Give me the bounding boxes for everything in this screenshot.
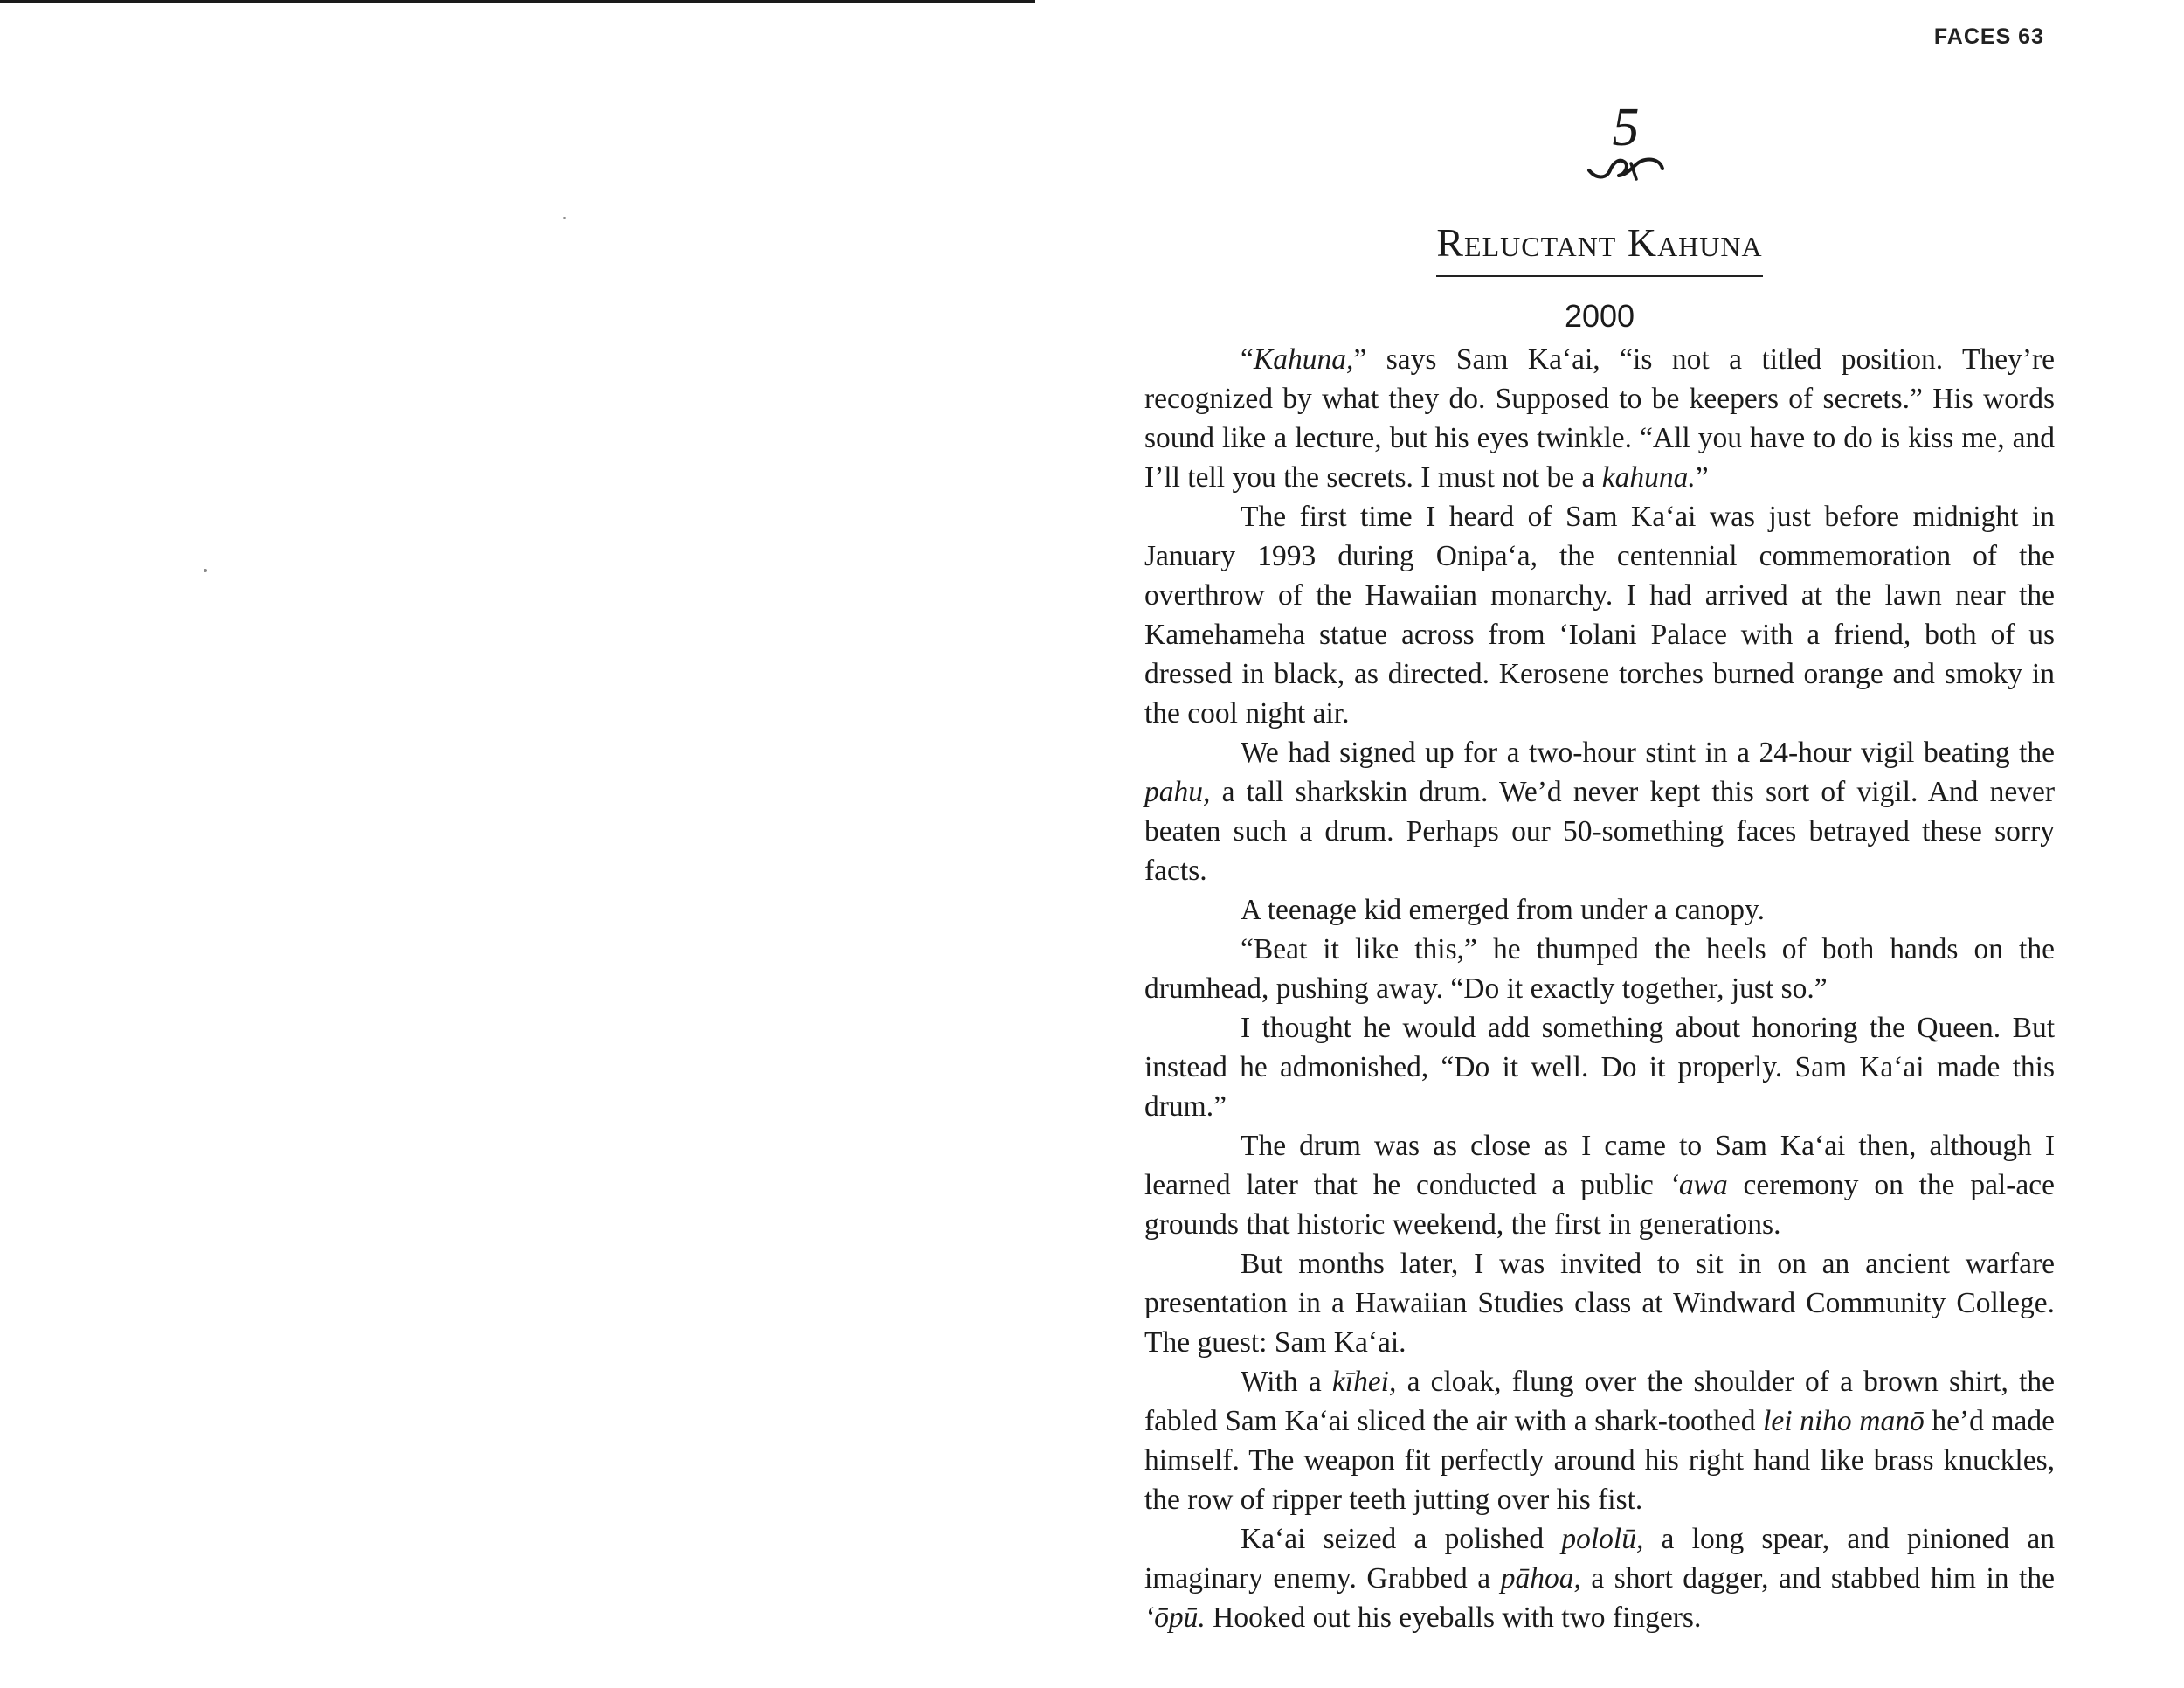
body-paragraph — [1144, 1244, 2055, 1362]
text-run: he’d made himself. The weapon fit perfectly around his right hand like brass knuckles, the row of ripper teeth jutting over his fist. — [1144, 1405, 2055, 1516]
text-run: The drum was as close as I came to Sam Ka‘ai then, although I learned later that he conducted a public — [1144, 1130, 2055, 1201]
italic-term: pololū, — [1561, 1523, 1644, 1555]
body-paragraph — [1144, 1008, 2055, 1126]
body-paragraph — [1144, 930, 2055, 1008]
text-run: “ — [1241, 343, 1254, 376]
body-paragraph — [1144, 1126, 2055, 1244]
chapter-title-text: Reluctant Kahuna — [1436, 223, 1762, 277]
swirl-ornament-icon — [1584, 153, 1668, 183]
italic-term: lei niho manō — [1763, 1405, 1925, 1437]
italic-term: kīhei, — [1331, 1366, 1397, 1398]
text-run: ” — [1695, 461, 1709, 494]
text-run: A teenage kid emerged from under a canopy. — [1241, 894, 1765, 926]
chapter-title — [1144, 220, 2055, 277]
italic-term: pahu, — [1144, 776, 1211, 808]
text-run: “Beat it like this,” he thumped the heels of both hands on the drumhead, pushing away. “Do it exactly together, just so.” — [1144, 933, 2055, 1005]
body-paragraph — [1144, 733, 2055, 890]
text-run: Hooked out his eyeballs with two fingers. — [1205, 1602, 1702, 1634]
text-run: The first time I heard of Sam Ka‘ai was just before midnight in January 1993 during Onipa‘a, the centennial commemoration of the overthrow of the Hawaiian monarchy. I had arrived at the lawn near the Kamehameha statue across from ‘Iolani Palace with a friend, both of us dressed in black, as directed. Kerosene torches burned orange and smoky in the cool night air. — [1144, 501, 2055, 730]
text-run: I thought he would add something about honoring the Queen. But instead he admonished, “Do it well. Do it properly. Sam Ka‘ai made this drum.” — [1144, 1012, 2055, 1123]
text-run: We had signed up for a two-hour stint in a 24-hour vigil beating the — [1241, 737, 2055, 769]
scan-speck — [563, 217, 566, 219]
text-run: a tall sharkskin drum. We’d never kept this sort of vigil. And never beaten such a drum. Perhaps our 50-something faces betrayed these sorry facts. — [1144, 776, 2055, 887]
body-paragraph — [1144, 1362, 2055, 1519]
scan-speck — [204, 569, 207, 572]
body-text — [1144, 340, 2055, 1637]
body-paragraph — [1144, 497, 2055, 733]
body-paragraph — [1144, 340, 2055, 497]
running-head: FACES 63 — [1933, 24, 2044, 49]
text-run: ” says Sam Ka‘ai, “is not a titled position. They’re recognized by what they do. Supposed to be keepers of secrets.” His words sound like a lecture, but his eyes twinkle. “All you have to do is kiss me, and I’ll tell you the secrets. I must not be a — [1144, 343, 2055, 494]
text-run: With a — [1241, 1366, 1332, 1398]
body-paragraph — [1144, 890, 2055, 930]
text-run: a cloak, flung over the shoulder of a brown shirt, the fabled Sam Ka‘ai sliced the air with a shark-toothed — [1144, 1366, 2055, 1437]
chapter-number: 5 — [1612, 98, 1640, 157]
text-run: Ka‘ai seized a polished — [1241, 1523, 1562, 1555]
body-paragraph — [1144, 1519, 2055, 1637]
text-run: a short dagger, and stabbed him in the — [1580, 1562, 2055, 1595]
italic-term: Kahuna, — [1253, 343, 1354, 376]
italic-term: ‘ōpū. — [1144, 1602, 1206, 1634]
text-run: But months later, I was invited to sit in on an ancient warfare presentation in a Hawaiian Studies class at Windward Community College. The guest: Sam Ka‘ai. — [1144, 1248, 2055, 1359]
italic-term: kahuna. — [1601, 461, 1696, 494]
chapter-year: 2000 — [1564, 298, 1635, 334]
book-page — [1144, 100, 2055, 1637]
italic-term: pāhoa, — [1500, 1562, 1581, 1595]
scan-edge-rule — [0, 0, 1035, 3]
italic-term: ‘awa — [1669, 1169, 1728, 1201]
text-run: a long spear, and pinioned an imaginary enemy. Grabbed a — [1144, 1523, 2055, 1595]
text-run: ceremony on the pal-ace grounds that historic weekend, the first in generations. — [1144, 1169, 2056, 1241]
